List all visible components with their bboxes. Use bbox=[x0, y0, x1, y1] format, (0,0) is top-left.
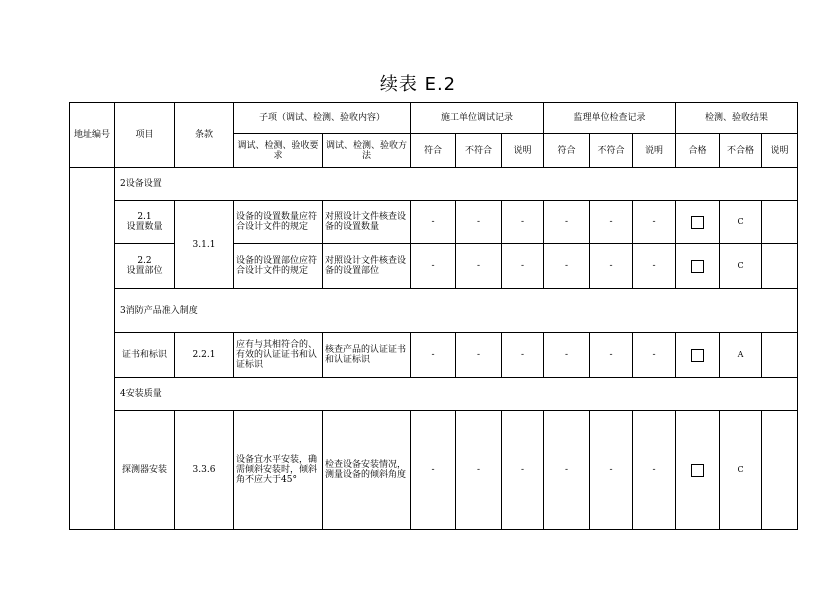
section-title: 3消防产品准入制度 bbox=[115, 289, 798, 333]
header-nonconform: 不符合 bbox=[456, 134, 502, 168]
qualified-checkbox-cell[interactable] bbox=[676, 333, 720, 378]
note-cell bbox=[762, 411, 798, 530]
note-cell bbox=[762, 244, 798, 289]
dash-cell: - bbox=[456, 411, 502, 530]
header-note: 说明 bbox=[633, 134, 676, 168]
dash-cell: - bbox=[633, 333, 676, 378]
header-note: 说明 bbox=[762, 134, 798, 168]
grade-cell: C bbox=[720, 201, 762, 244]
item-cell: 探测器安装 bbox=[115, 411, 175, 530]
header-unqualified: 不合格 bbox=[720, 134, 762, 168]
checkbox-icon[interactable] bbox=[691, 216, 704, 229]
method-cell: 核查产品的认证证书和认证标识 bbox=[323, 333, 411, 378]
qualified-checkbox-cell[interactable] bbox=[676, 244, 720, 289]
method-cell: 对照设计文件核查设备的设置数量 bbox=[323, 201, 411, 244]
header-clause: 条款 bbox=[175, 103, 234, 168]
header-construction-record: 施工单位调试记录 bbox=[411, 103, 544, 134]
checkbox-icon[interactable] bbox=[691, 349, 704, 362]
method-cell: 检查设备安装情况，测量设备的倾斜角度 bbox=[323, 411, 411, 530]
header-method: 调试、检测、验收方法 bbox=[323, 134, 411, 168]
dash-cell: - bbox=[502, 333, 544, 378]
header-item: 项目 bbox=[115, 103, 175, 168]
header-conform: 符合 bbox=[544, 134, 590, 168]
dash-cell: - bbox=[590, 244, 633, 289]
dash-cell: - bbox=[502, 244, 544, 289]
dash-cell: - bbox=[411, 411, 456, 530]
section-title: 2设备设置 bbox=[115, 168, 798, 201]
dash-cell: - bbox=[456, 244, 502, 289]
grade-cell: A bbox=[720, 333, 762, 378]
dash-cell: - bbox=[633, 411, 676, 530]
dash-cell: - bbox=[456, 201, 502, 244]
dash-cell: - bbox=[590, 201, 633, 244]
item-cell: 证书和标识 bbox=[115, 333, 175, 378]
header-supervision-record: 监理单位检查记录 bbox=[544, 103, 676, 134]
note-cell bbox=[762, 333, 798, 378]
note-cell bbox=[762, 201, 798, 244]
clause-cell: 3.1.1 bbox=[175, 201, 234, 289]
header-requirement: 调试、检测、验收要求 bbox=[234, 134, 323, 168]
dash-cell: - bbox=[633, 201, 676, 244]
item-cell: 2.2 设置部位 bbox=[115, 244, 175, 289]
header-conform: 符合 bbox=[411, 134, 456, 168]
dash-cell: - bbox=[502, 411, 544, 530]
dash-cell: - bbox=[544, 244, 590, 289]
grade-cell: C bbox=[720, 244, 762, 289]
address-no-cell bbox=[70, 168, 115, 530]
header-sub-item: 子项（调试、检测、验收内容） bbox=[234, 103, 411, 134]
header-nonconform: 不符合 bbox=[590, 134, 633, 168]
checkbox-icon[interactable] bbox=[691, 464, 704, 477]
requirement-cell: 应有与其相符合的、有效的认证证书和认证标识 bbox=[234, 333, 323, 378]
dash-cell: - bbox=[544, 201, 590, 244]
header-address-no: 地址编号 bbox=[70, 103, 115, 168]
clause-cell: 2.2.1 bbox=[175, 333, 234, 378]
page-title: 续表 E.2 bbox=[379, 74, 457, 95]
dash-cell: - bbox=[411, 244, 456, 289]
qualified-checkbox-cell[interactable] bbox=[676, 411, 720, 530]
clause-cell: 3.3.6 bbox=[175, 411, 234, 530]
qualified-checkbox-cell[interactable] bbox=[676, 201, 720, 244]
dash-cell: - bbox=[411, 333, 456, 378]
header-note: 说明 bbox=[502, 134, 544, 168]
dash-cell: - bbox=[590, 333, 633, 378]
dash-cell: - bbox=[590, 411, 633, 530]
acceptance-record-table bbox=[69, 102, 798, 530]
method-cell: 对照设计文件核查设备的设置部位 bbox=[323, 244, 411, 289]
requirement-cell: 设备宜水平安装，确需倾斜安装时，倾斜角不应大于45° bbox=[234, 411, 323, 530]
dash-cell: - bbox=[456, 333, 502, 378]
grade-cell: C bbox=[720, 411, 762, 530]
dash-cell: - bbox=[544, 411, 590, 530]
dash-cell: - bbox=[411, 201, 456, 244]
section-title: 4安装质量 bbox=[115, 378, 798, 411]
item-cell: 2.1 设置数量 bbox=[115, 201, 175, 244]
checkbox-icon[interactable] bbox=[691, 260, 704, 273]
dash-cell: - bbox=[633, 244, 676, 289]
requirement-cell: 设备的设置部位应符合设计文件的规定 bbox=[234, 244, 323, 289]
dash-cell: - bbox=[502, 201, 544, 244]
header-qualified: 合格 bbox=[676, 134, 720, 168]
header-acceptance-result: 检测、验收结果 bbox=[676, 103, 798, 134]
dash-cell: - bbox=[544, 333, 590, 378]
requirement-cell: 设备的设置数量应符合设计文件的规定 bbox=[234, 201, 323, 244]
